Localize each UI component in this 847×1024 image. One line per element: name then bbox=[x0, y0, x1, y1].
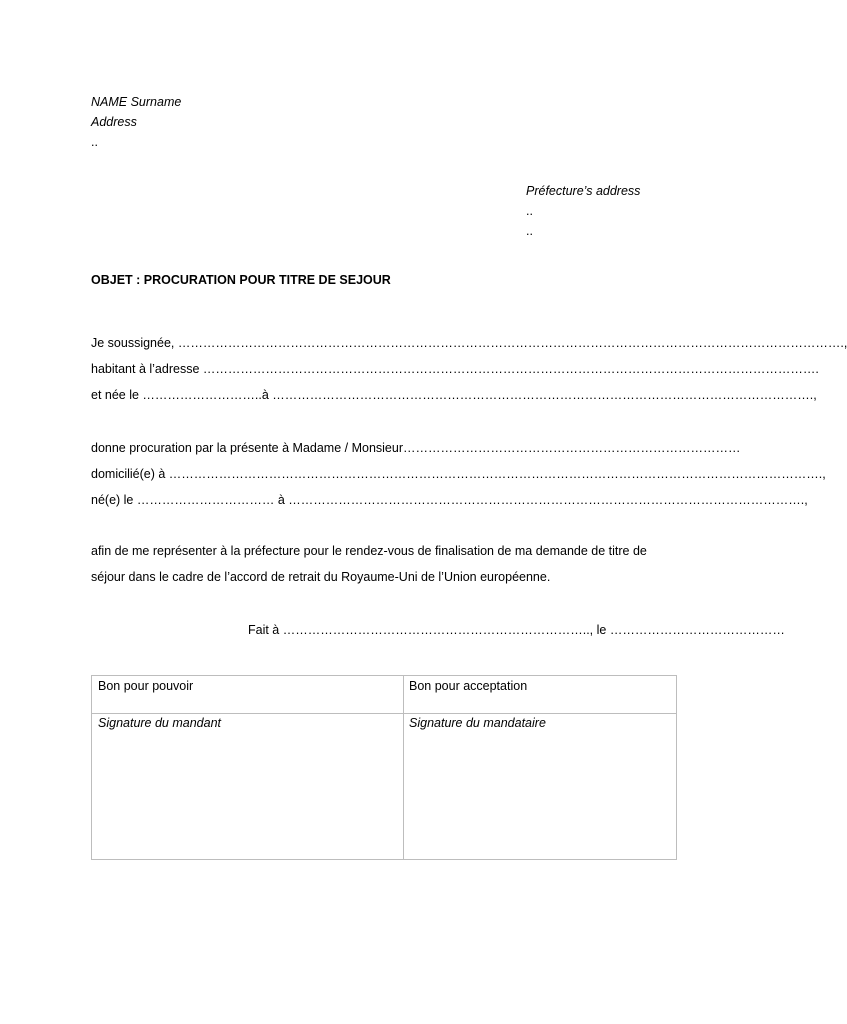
left-header-cell: Bon pour pouvoir bbox=[98, 679, 194, 693]
sender-name: NAME Surname bbox=[91, 95, 182, 109]
sender-address: Address bbox=[91, 115, 137, 129]
body-line-objet-1: afin de me représenter à la préfecture pour le rendez-vous de finalisation de ma demande de titre de bbox=[91, 544, 647, 558]
body-line-naissance: et née le ………………………..à …………………………………………………………………………………………………………………., bbox=[91, 388, 817, 402]
table-column-divider bbox=[403, 676, 404, 859]
mandant-signature-label: Signature du mandant bbox=[98, 716, 222, 730]
table-row-divider bbox=[92, 713, 676, 714]
body-line-adresse: habitant à l’adresse …………………………………………………………………………………………………………………………………. bbox=[91, 362, 819, 376]
signature-table bbox=[91, 675, 677, 860]
body-line-procuration: donne procuration par la présente à Madame / Monsieur……………………………………………………………………… bbox=[91, 441, 741, 455]
right-header-cell: Bon pour acceptation bbox=[409, 679, 528, 693]
place-date-line: Fait à ……………………………………………………………….., le …………………………………… bbox=[248, 623, 785, 637]
subject-line: OBJET : PROCURATION POUR TITRE DE SEJOUR bbox=[91, 273, 391, 287]
body-line-objet-2: séjour dans le cadre de l’accord de retrait du Royaume-Uni de l’Union européenne. bbox=[91, 570, 551, 584]
recipient-line-1: .. bbox=[526, 204, 533, 218]
recipient-label: Préfecture’s address bbox=[526, 184, 641, 198]
sender-extra-line: .. bbox=[91, 135, 98, 149]
mandataire-signature-label: Signature du mandataire bbox=[409, 716, 546, 730]
recipient-line-2: .. bbox=[526, 224, 533, 238]
body-line-soussignee: Je soussignée, ……………………………………………………………………………………………………………………………………………., bbox=[91, 336, 847, 350]
body-line-ne-le: né(e) le …………………………… à ……………………………………………………………………………………………………………., bbox=[91, 493, 808, 507]
body-line-domicile: domicilié(e) à …………………………………………………………………………………………………………………………………………., bbox=[91, 467, 826, 481]
